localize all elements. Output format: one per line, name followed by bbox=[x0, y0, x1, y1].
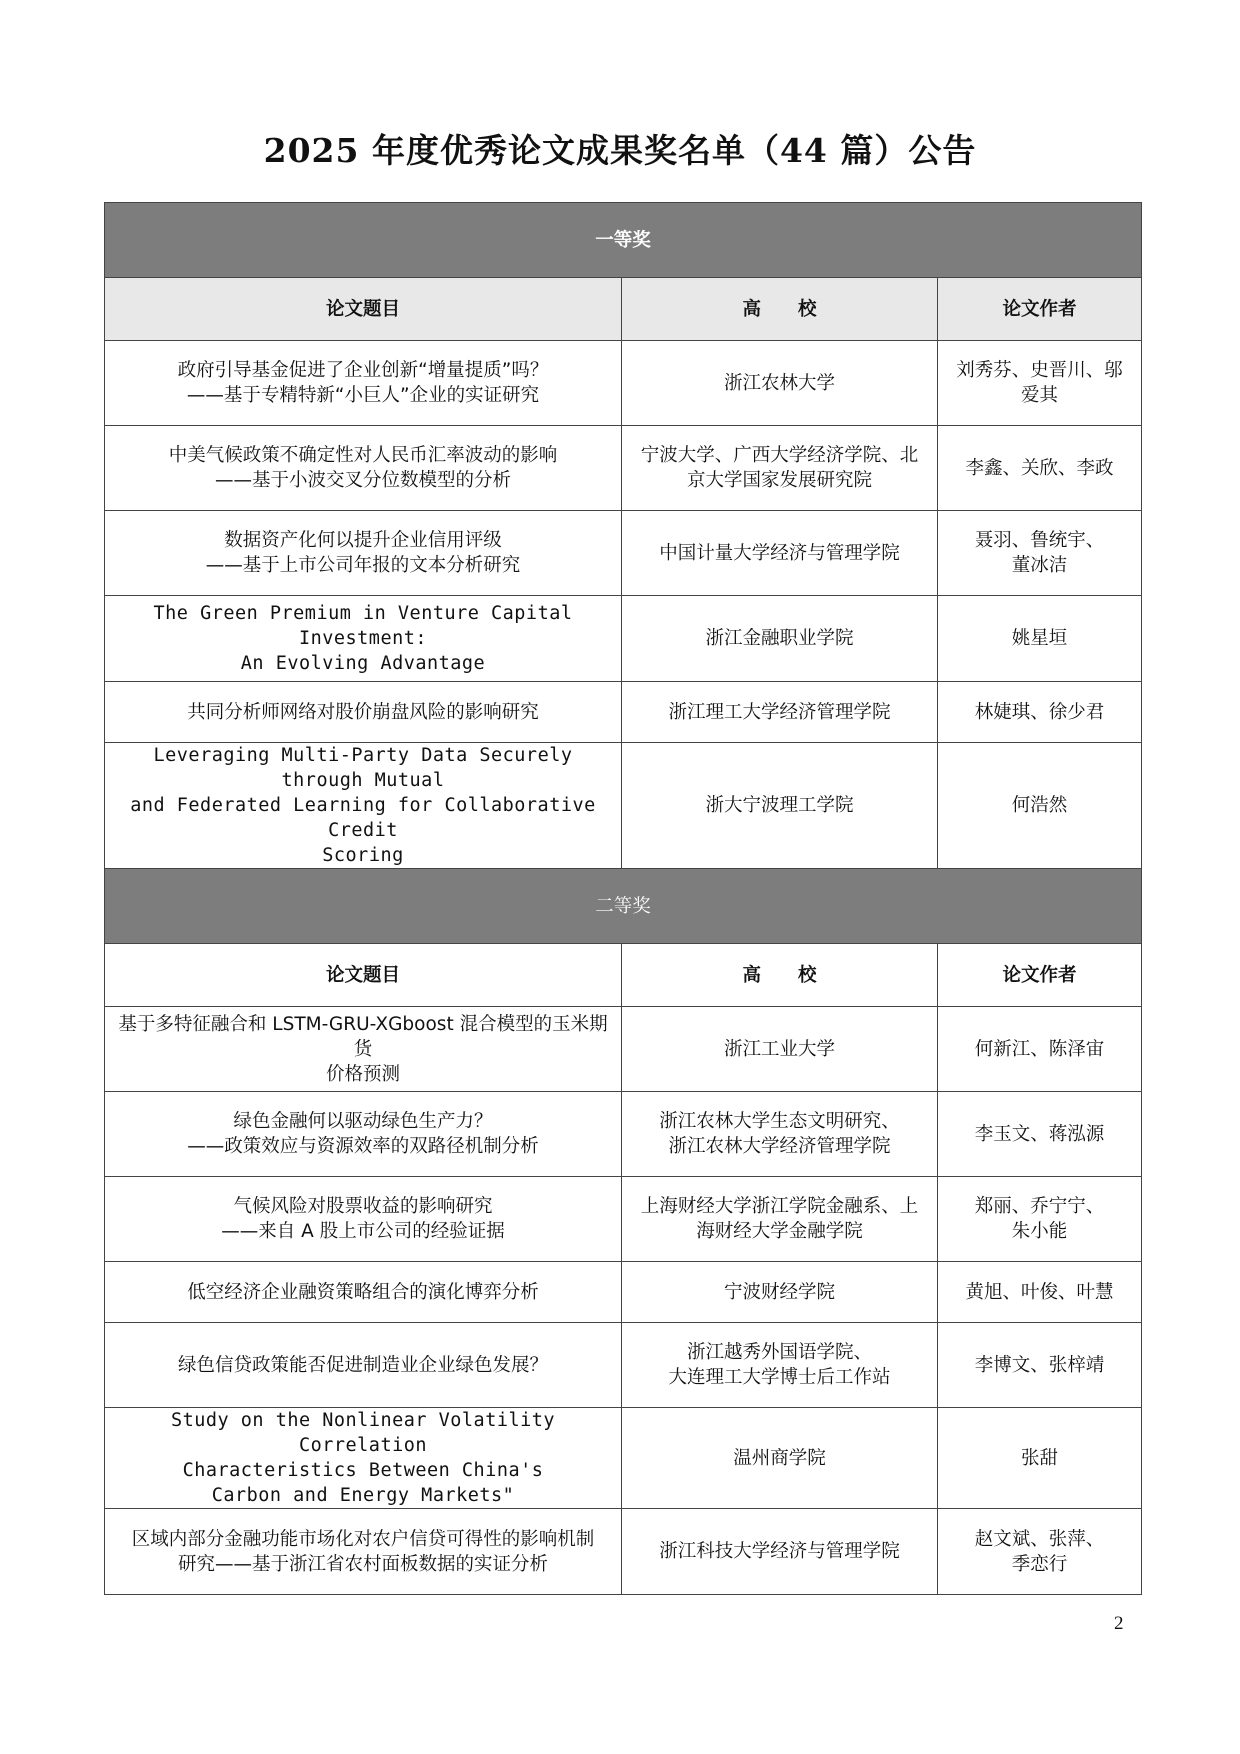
table-row bbox=[105, 743, 1142, 869]
authors: 黄旭、叶俊、叶慧 bbox=[938, 1262, 1142, 1323]
page-number: 2 bbox=[1114, 1613, 1124, 1634]
authors: 李玉文、蒋泓源 bbox=[938, 1092, 1142, 1177]
paper-title: 基于多特征融合和 LSTM-GRU-XGboost 混合模型的玉米期货 价格预测 bbox=[105, 1007, 622, 1092]
header-title: 论文题目 bbox=[105, 278, 622, 341]
table-row bbox=[105, 1408, 1142, 1509]
paper-title: Leveraging Multi-Party Data Securely through Mutual and Federated Learning for Collaborative Credit Scoring bbox=[105, 743, 622, 869]
paper-title: 中美气候政策不确定性对人民币汇率波动的影响 ——基于小波交叉分位数模型的分析 bbox=[105, 426, 622, 511]
school: 浙江农林大学 bbox=[622, 341, 938, 426]
authors: 李博文、张梓靖 bbox=[938, 1323, 1142, 1408]
paper-title: 数据资产化何以提升企业信用评级 ——基于上市公司年报的文本分析研究 bbox=[105, 511, 622, 596]
authors: 赵文斌、张萍、 季恋行 bbox=[938, 1509, 1142, 1595]
table-row bbox=[105, 426, 1142, 511]
paper-title: 共同分析师网络对股价崩盘风险的影响研究 bbox=[105, 682, 622, 743]
authors: 何浩然 bbox=[938, 743, 1142, 869]
paper-title: Study on the Nonlinear Volatility Correlation Characteristics Between China's Carbon and Energy Markets" bbox=[105, 1408, 622, 1509]
table-row bbox=[105, 1262, 1142, 1323]
awards-table bbox=[104, 202, 1142, 1595]
school: 浙江工业大学 bbox=[622, 1007, 938, 1092]
paper-title: The Green Premium in Venture Capital Investment: An Evolving Advantage bbox=[105, 596, 622, 682]
school: 宁波大学、广西大学经济学院、北 京大学国家发展研究院 bbox=[622, 426, 938, 511]
table-row bbox=[105, 1323, 1142, 1408]
authors: 张甜 bbox=[938, 1408, 1142, 1509]
table-row bbox=[105, 1007, 1142, 1092]
header-authors: 论文作者 bbox=[938, 278, 1142, 341]
school: 浙江金融职业学院 bbox=[622, 596, 938, 682]
first-prize-section bbox=[105, 203, 1142, 278]
table-row bbox=[105, 1177, 1142, 1262]
second-prize-header bbox=[105, 944, 1142, 1007]
school: 浙江理工大学经济管理学院 bbox=[622, 682, 938, 743]
table-row bbox=[105, 1092, 1142, 1177]
table-row bbox=[105, 596, 1142, 682]
second-prize-section bbox=[105, 869, 1142, 944]
school: 中国计量大学经济与管理学院 bbox=[622, 511, 938, 596]
table-row bbox=[105, 341, 1142, 426]
table-row bbox=[105, 511, 1142, 596]
first-prize-label: 一等奖 bbox=[105, 203, 1142, 278]
header-school: 高 校 bbox=[622, 278, 938, 341]
school: 上海财经大学浙江学院金融系、上 海财经大学金融学院 bbox=[622, 1177, 938, 1262]
header-school: 高 校 bbox=[622, 944, 938, 1007]
school: 浙江农林大学生态文明研究、 浙江农林大学经济管理学院 bbox=[622, 1092, 938, 1177]
school: 宁波财经学院 bbox=[622, 1262, 938, 1323]
header-title: 论文题目 bbox=[105, 944, 622, 1007]
table-row bbox=[105, 682, 1142, 743]
authors: 聂羽、鲁统宇、 董冰洁 bbox=[938, 511, 1142, 596]
second-prize-label: 二等奖 bbox=[105, 869, 1142, 944]
paper-title: 绿色信贷政策能否促进制造业企业绿色发展？ bbox=[105, 1323, 622, 1408]
school: 浙江科技大学经济与管理学院 bbox=[622, 1509, 938, 1595]
table-row bbox=[105, 1509, 1142, 1595]
authors: 何新江、陈泽宙 bbox=[938, 1007, 1142, 1092]
paper-title: 气候风险对股票收益的影响研究 ——来自 A 股上市公司的经验证据 bbox=[105, 1177, 622, 1262]
authors: 刘秀芬、史晋川、邬 爱其 bbox=[938, 341, 1142, 426]
page-title: 2025 年度优秀论文成果奖名单（44 篇）公告 bbox=[263, 131, 977, 170]
paper-title: 绿色金融何以驱动绿色生产力？ ——政策效应与资源效率的双路径机制分析 bbox=[105, 1092, 622, 1177]
school: 浙江越秀外国语学院、 大连理工大学博士后工作站 bbox=[622, 1323, 938, 1408]
paper-title: 政府引导基金促进了企业创新“增量提质”吗？ ——基于专精特新“小巨人”企业的实证研究 bbox=[105, 341, 622, 426]
paper-title: 区域内部分金融功能市场化对农户信贷可得性的影响机制 研究——基于浙江省农村面板数据的实证分析 bbox=[105, 1509, 622, 1595]
authors: 李鑫、关欣、李政 bbox=[938, 426, 1142, 511]
paper-title: 低空经济企业融资策略组合的演化博弈分析 bbox=[105, 1262, 622, 1323]
authors: 姚星垣 bbox=[938, 596, 1142, 682]
header-authors: 论文作者 bbox=[938, 944, 1142, 1007]
school: 浙大宁波理工学院 bbox=[622, 743, 938, 869]
authors: 郑丽、乔宁宁、 朱小能 bbox=[938, 1177, 1142, 1262]
school: 温州商学院 bbox=[622, 1408, 938, 1509]
authors: 林婕琪、徐少君 bbox=[938, 682, 1142, 743]
first-prize-header bbox=[105, 278, 1142, 341]
